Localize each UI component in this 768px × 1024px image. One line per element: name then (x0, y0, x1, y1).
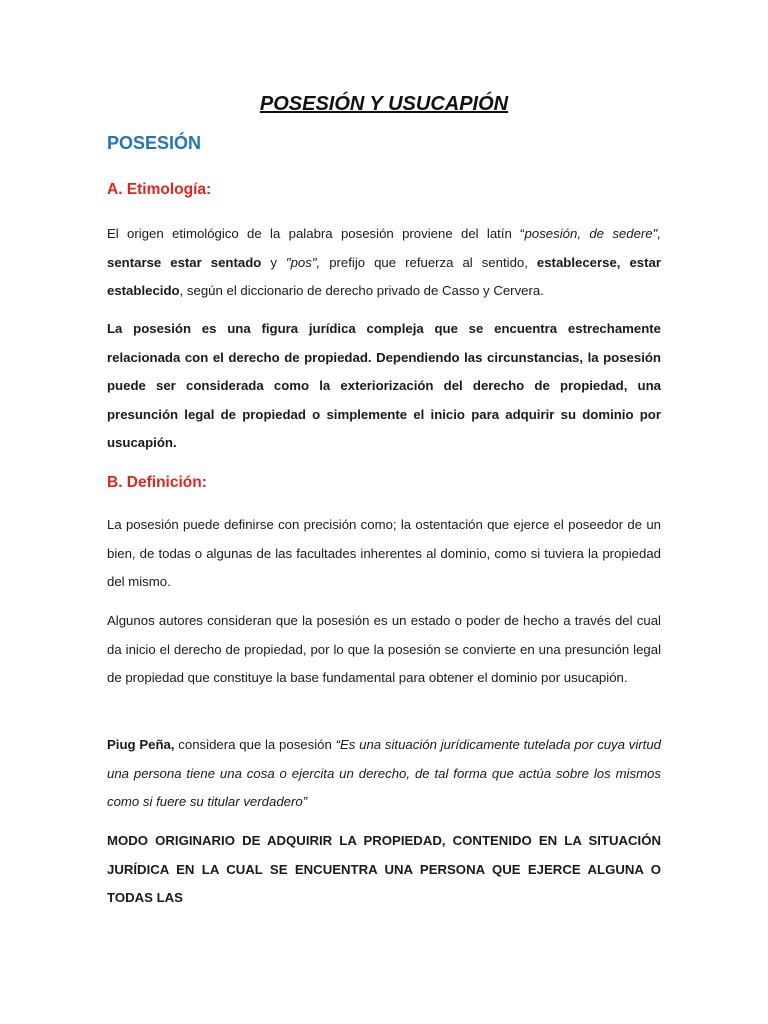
text-run: considera que la posesión (174, 737, 336, 752)
text-run: , según el diccionario de derecho privado de Casso y Cervera. (179, 283, 544, 298)
section-heading: POSESIÓN (107, 133, 202, 153)
text-run: El origen etimológico de la palabra posesión proviene del latín “ (107, 226, 525, 241)
text-run: y (261, 254, 286, 270)
bold-run: establecerse, estar establecido (107, 254, 661, 298)
paragraph-etimologia (107, 220, 661, 306)
document-title: POSESIÓN Y USUCAPIÓN (259, 93, 509, 115)
italic-quote: “Es una situación jurídicamente tutelada por cuya virtud una persona tiene una cosa o ejercita un derecho, de tal forma que actúa sobre los mismos como si fuere su titular verdadero” (107, 737, 661, 809)
subheading-definicion: B. Definición: (107, 474, 207, 491)
paragraph-figura-juridica: La posesión es una figura jurídica compleja que se encuentra estrechamente relacionada con el derecho de propiedad. Dependiendo las circunstancias, la posesión puede ser considerada como la exteriorización del derecho de propiedad, una presunción legal de propiedad o simplemente el inicio para adquirir su dominio por usucapión. (107, 321, 661, 450)
paragraph-autores: Algunos autores consideran que la posesión es un estado o poder de hecho a través del cual da inicio el derecho de propiedad, por lo que la posesión se convierte en una presunción legal de propiedad que constituye la base fundamental para obtener el dominio por usucapión. (107, 613, 661, 685)
paragraph-definicion: La posesión puede definirse con precisión como; la ostentación que ejerce el poseedor de un bien, de todas o algunas de las facultades inherentes al dominio, como si tuviera la propiedad del mismo. (107, 517, 661, 589)
italic-run: "pos", (285, 254, 321, 270)
bold-run: Piug Peña, (107, 737, 175, 752)
italic-run: posesión, de sedere", (524, 226, 661, 241)
subheading-etimologia: A. Etimología: (107, 181, 212, 198)
paragraph-piug-pena (107, 731, 661, 817)
paragraph-modo-originario: MODO ORIGINARIO DE ADQUIRIR LA PROPIEDAD, CONTENIDO EN LA SITUACIÓN JURÍDICA EN LA CUAL SE ENCUENTRA UNA PERSONA QUE EJERCE ALGUNA O TODAS LAS (107, 833, 661, 905)
text-run: prefijo que refuerza al sentido, (320, 254, 537, 270)
bold-run: sentarse estar sentado (107, 254, 262, 270)
